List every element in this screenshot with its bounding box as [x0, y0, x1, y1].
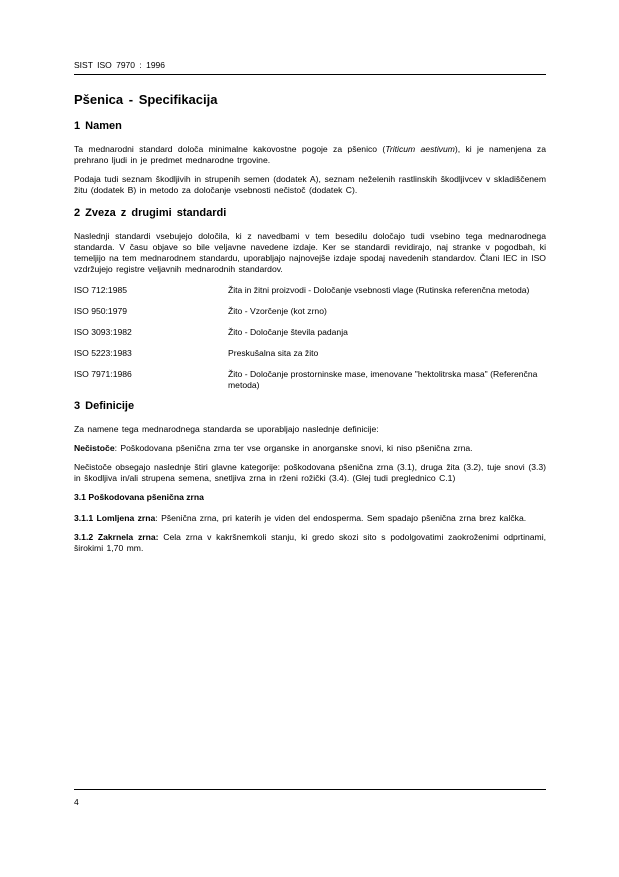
definition-term: 3.1.2 Zakrnela zrna:	[74, 532, 159, 542]
paragraph: Nečistoče obsegajo naslednje štiri glavne kategorije: poškodovana pšenična zrna (3.1), druga žita (3.2), tuje snovi (3.3) in škodljiva in/ali strupena semena, snetljiva zrna in rženi rožički (3.4). (Glej tudi preglednico C.1)	[74, 462, 546, 483]
section-heading: 2 Zveza z drugimi standardi	[74, 207, 227, 219]
reference-code: ISO 3093:1982	[74, 327, 132, 337]
section-heading: 3 Definicije	[74, 400, 135, 412]
footer-rule	[74, 789, 546, 790]
reference-code: ISO 5223:1983	[74, 348, 132, 358]
reference-title: Žito - Določanje števila padanja	[228, 327, 348, 337]
section-heading: 1 Namen	[74, 120, 122, 132]
paragraph	[74, 144, 546, 166]
reference-title: Žita in žitni proizvodi - Določanje vsebnosti vlage (Rutinska referenčna metoda)	[228, 285, 530, 295]
paragraph: Podaja tudi seznam škodljivih in strupenih semen (dodatek A), seznam neželenih rastlinskih škodljivcev v skladiščenem žitu (dodatek B) in metodo za določanje vsebnosti nečistoč (dodatek C).	[74, 174, 546, 195]
definition-term: 3.1.1 Lomljena zrna	[74, 513, 156, 523]
section-definitions	[74, 401, 546, 554]
reference-code: ISO 7971:1986	[74, 369, 132, 379]
definition-term: Nečistoče	[74, 443, 115, 453]
paragraph: Naslednji standardi vsebujejo določila, ki z navedbami v tem besedilu določajo tudi vsebino tega mednarodnega standarda. V času objave so bile veljavne navedene izdaje. Ker se standardi revidirajo, naj stranke v pogodbah, ki temeljijo na tem mednarodnem standardu, uporabljajo najnovejše izdaje spodaj navedenih standardov. Člani IEC in ISO vzdržujejo registre veljavnih mednarodnih standardov.	[74, 231, 546, 274]
species-name: Triticum aestivum	[385, 144, 455, 154]
subsection-heading: 3.1 Poškodovana pšenična zrna	[74, 492, 204, 502]
header-rule	[74, 74, 546, 75]
reference-row	[74, 348, 546, 359]
definition-text: : Poškodovana pšenična zrna ter vse organske in anorganske snovi, ki niso pšenična zrna.	[114, 443, 473, 453]
paragraph-text: ), ki je namenjena za prehrano ljudi in je predmet mednarodne trgovine.	[74, 144, 546, 165]
paragraph-text: Ta mednarodni standard določa minimalne kakovostne pogoje za pšenico (	[74, 144, 386, 154]
definition-text: : Pšenična zrna, pri katerih je viden del endosperma. Sem spadajo pšenična zrna brez kalčka.	[155, 513, 527, 523]
definition-text: Cela zrna v kakršnemkoli stanju, ki gredo skozi sito s podolgovatimi zaokroženimi odprtinami, širokimi 1,70 mm.	[74, 532, 546, 553]
document-body	[74, 121, 546, 562]
page-number: 4	[74, 797, 79, 807]
document-page	[74, 0, 546, 877]
reference-row	[74, 306, 546, 317]
reference-title: Preskušalna sita za žito	[228, 348, 319, 358]
definition-shrunken-grains	[74, 532, 546, 554]
definition-impurities	[74, 443, 546, 454]
reference-code: ISO 950:1979	[74, 306, 128, 316]
reference-row	[74, 327, 546, 338]
reference-list	[74, 285, 546, 391]
document-title: Pšenica - Specifikacija	[74, 92, 218, 107]
paragraph: Za namene tega mednarodnega standarda se uporabljajo naslednje definicije:	[74, 424, 379, 434]
section-normative-references	[74, 208, 546, 391]
definition-broken-grains	[74, 513, 546, 524]
reference-row	[74, 369, 546, 391]
reference-code: ISO 712:1985	[74, 285, 128, 295]
running-header: SIST ISO 7970 : 1996	[74, 60, 166, 70]
reference-title: Žito - Vzorčenje (kot zrno)	[228, 306, 327, 316]
reference-row	[74, 285, 546, 296]
section-scope	[74, 121, 546, 196]
reference-title: Žito - Določanje prostorninske mase, imenovane "hektolitrska masa" (Referenčna metoda)	[228, 369, 538, 390]
